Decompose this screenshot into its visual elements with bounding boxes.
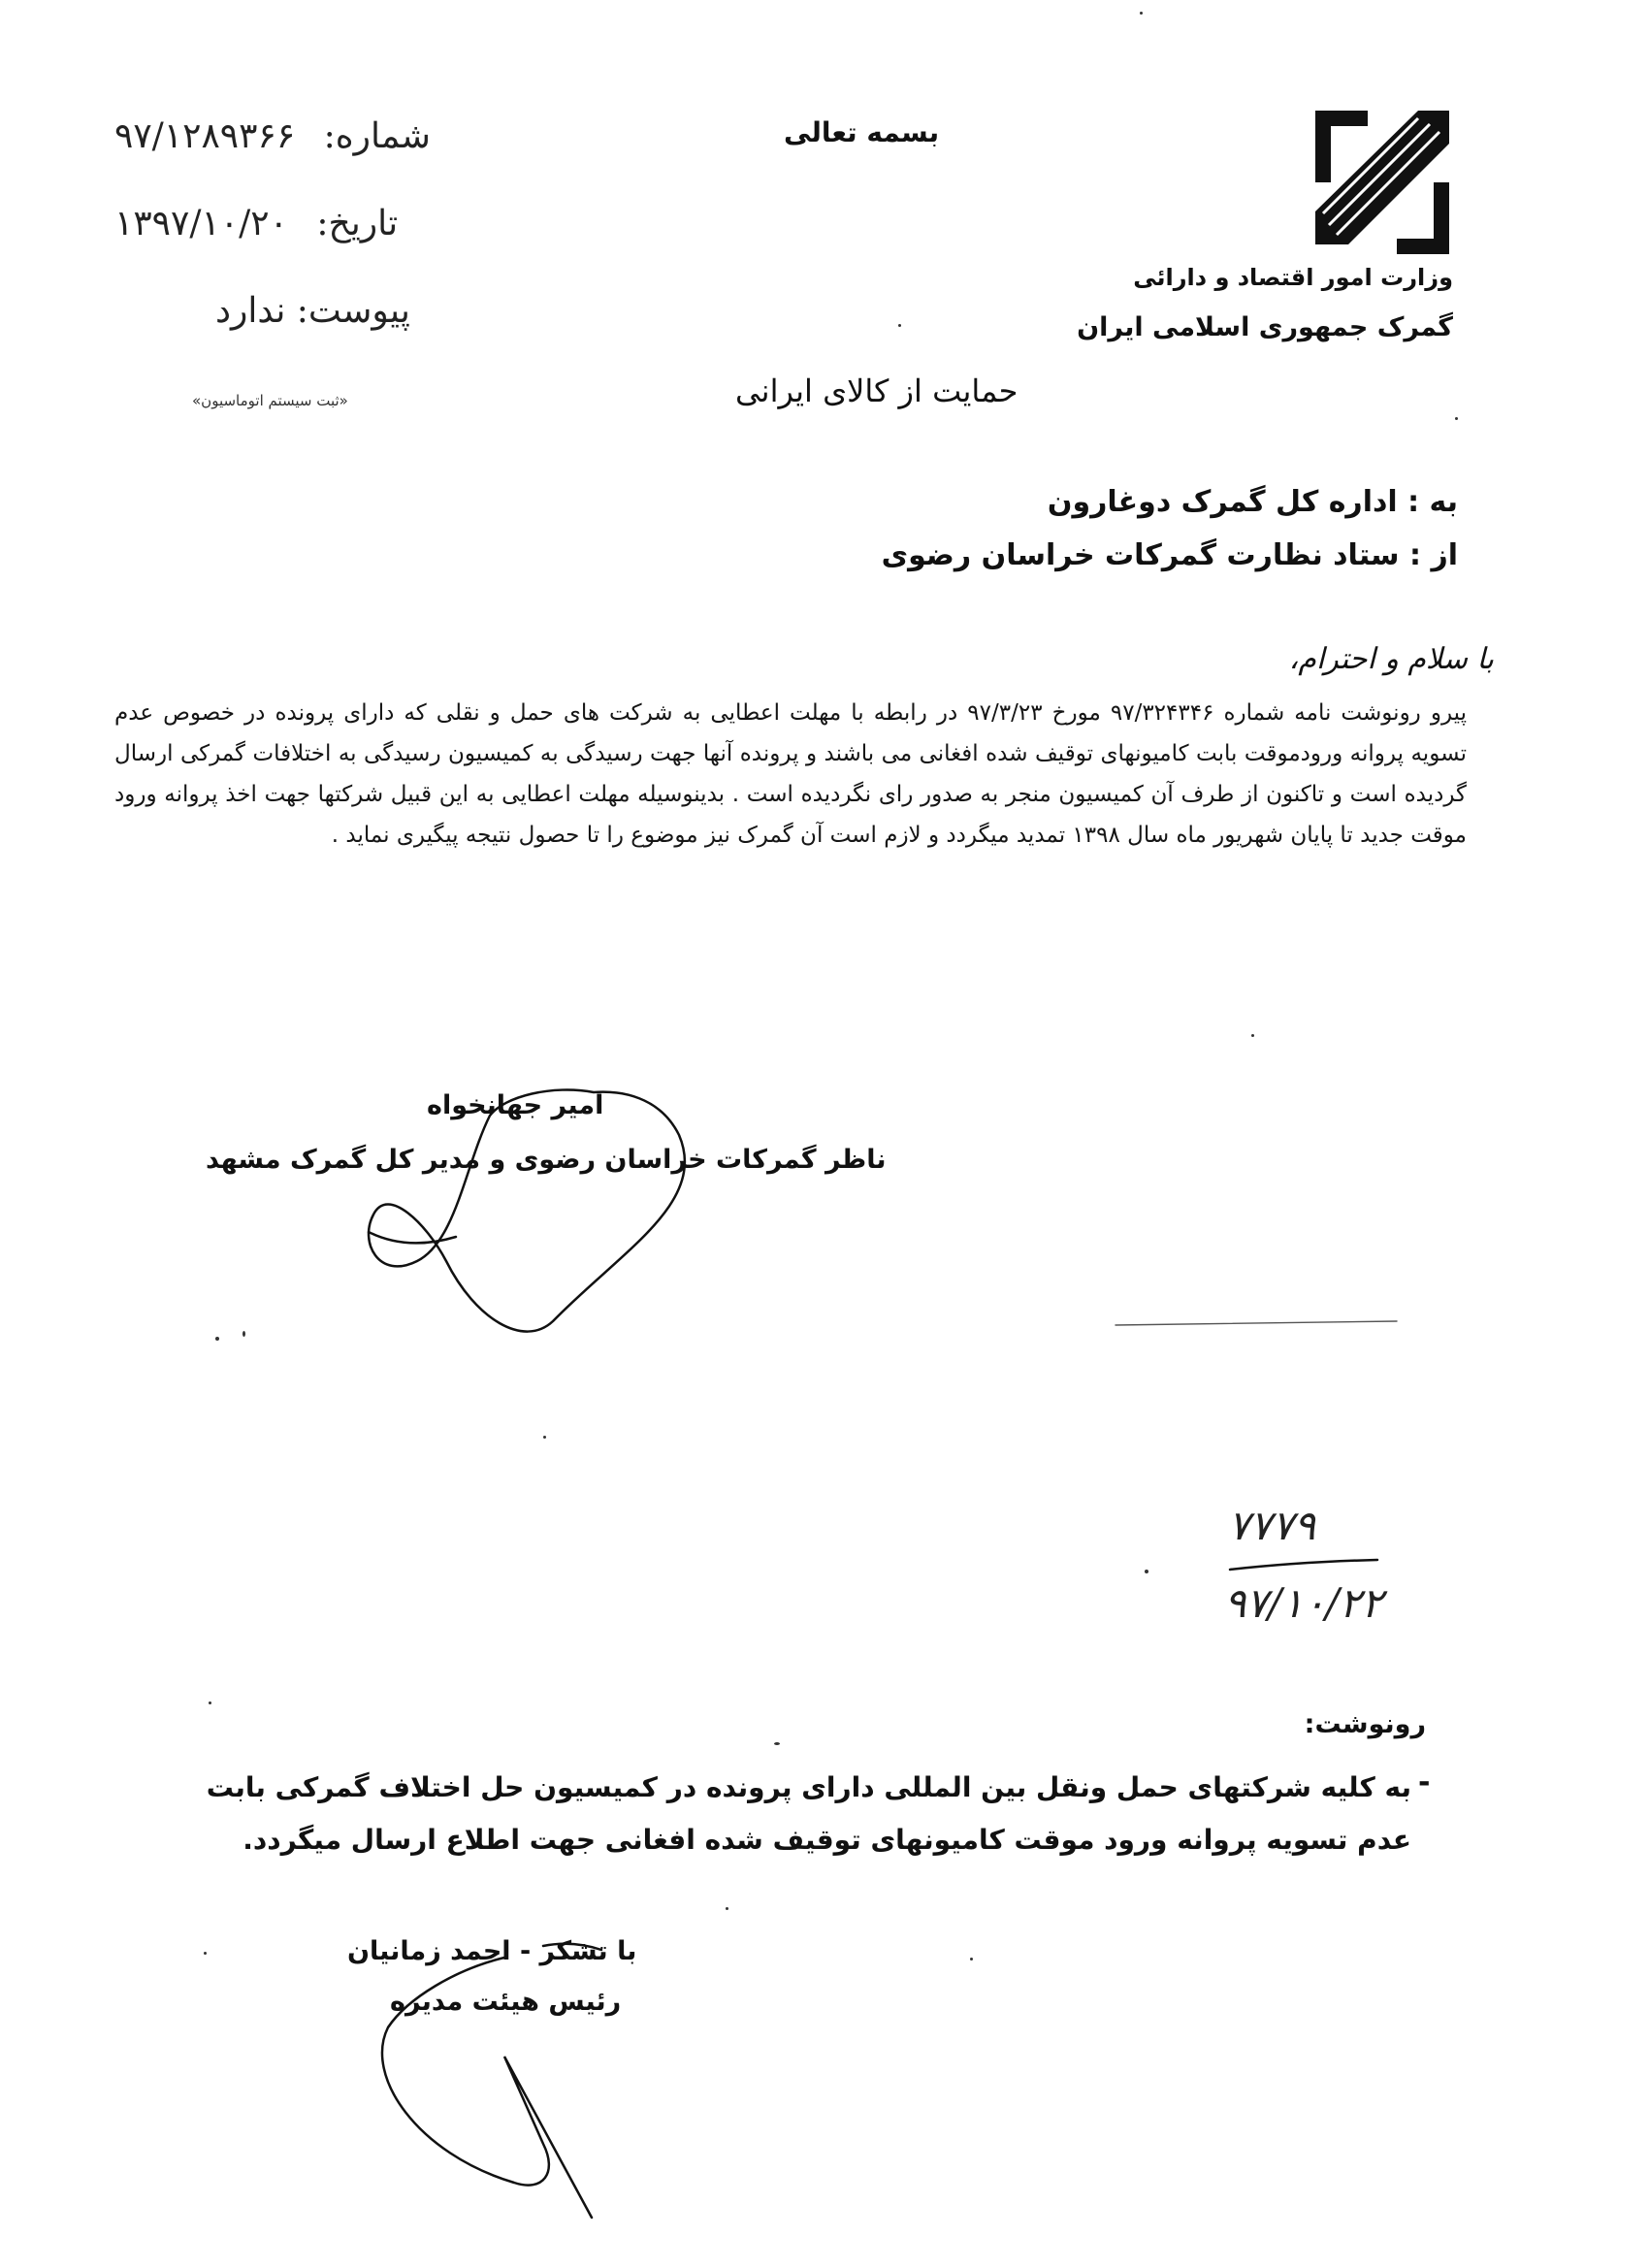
scan-speck — [242, 1331, 245, 1337]
cc-bullet: - — [1418, 1766, 1431, 1799]
recipient-from: از : ستاد نظارت گمرکات خراسان رضوی — [881, 538, 1458, 572]
signer-name: امیر جهانخواه — [427, 1090, 604, 1120]
letter-number-value: ۹۷/۱۲۸۹۳۶۶ — [114, 116, 296, 156]
ministry-name: وزارت امور اقتصاد و دارائی — [1133, 264, 1453, 291]
scan-speck — [1140, 12, 1143, 15]
closing-thanks: با تشکر - احمد زمانیان — [347, 1936, 637, 1966]
letter-date-label: تاریخ: — [316, 204, 399, 243]
scan-speck — [543, 1436, 546, 1439]
bismillah-heading: بسمه تعالی — [784, 116, 940, 148]
received-date: ۹۷/۱۰/۲۲ — [1224, 1579, 1383, 1627]
closing-signature-hook — [543, 1944, 601, 1950]
scan-speck — [726, 1907, 728, 1910]
slogan-line: حمایت از کالای ایرانی — [735, 373, 1018, 409]
attachment-line: پیوست: ندارد — [215, 291, 410, 331]
closing-role: رئیس هیئت مدیره — [390, 1987, 622, 2017]
signature-scribble — [369, 1089, 685, 1331]
salutation: با سلام و احترام، — [1288, 642, 1494, 676]
letter-date-value: ۱۳۹۷/۱۰/۲۰ — [114, 204, 288, 243]
scan-speck — [774, 1742, 780, 1745]
received-number: ۷۷۷۹ — [1228, 1502, 1316, 1549]
scan-speck — [204, 1952, 207, 1955]
received-divider — [1230, 1560, 1377, 1570]
scan-speck — [1251, 1034, 1254, 1037]
closing-signature — [382, 1958, 592, 2218]
scan-speck — [898, 324, 901, 327]
automation-note: «ثبت سیستم اتوماسیون» — [192, 392, 348, 409]
body-paragraph: پیرو رونوشت نامه شماره ۹۷/۳۲۴۳۴۶ مورخ ۹۷/۳/۲۳ در رابطه با مهلت اعطایی به شرکت های حمل و نقلی که دارای پرونده در خصوص عدم تسویه پروانه ورودموقت بابت کامیونهای توقیف شده افغانی می باشند و پرونده آنها جهت رسیدگی به کمیسیون رسیدگی به اختلافات گمرکی ارسال گردیده است و تاکنون از طرف آن کمیسیون منجر به صدور رای نگردیده است . بدینوسیله مهلت اعطایی به این قبیل شرکتها جهت اخذ پروانه ورود موقت جدید تا پایان شهریور ماه سال ۱۳۹۸ تمدید میگردد و لازم است آن گمرک نیز موضوع را تا حصول نتیجه پیگیری نماید . — [114, 700, 1467, 848]
letter-number-label: شماره: — [323, 116, 431, 156]
signer-title: ناظر گمرکات خراسان رضوی و مدیر کل گمرک مشهد — [206, 1145, 887, 1175]
cc-title: رونوشت: — [1304, 1709, 1426, 1739]
scan-speck — [970, 1958, 973, 1960]
page-mark-line — [1116, 1321, 1397, 1325]
scan-speck — [215, 1337, 219, 1341]
scan-speck — [1455, 417, 1458, 420]
scan-speck — [209, 1701, 211, 1704]
cc-text: به کلیه شرکتهای حمل ونقل بین المللی دارای پرونده در کمیسیون حل اختلاف گمرکی بابت عدم تسویه پروانه ورود موقت کامیونهای توقیف شده افغانی جهت اطلاع ارسال میگردد. — [206, 1771, 1411, 1856]
recipient-to: به : اداره کل گمرک دوغارون — [1047, 485, 1458, 519]
scan-speck — [1145, 1570, 1148, 1573]
customs-name: گمرک جمهوری اسلامی ایران — [1077, 312, 1453, 342]
